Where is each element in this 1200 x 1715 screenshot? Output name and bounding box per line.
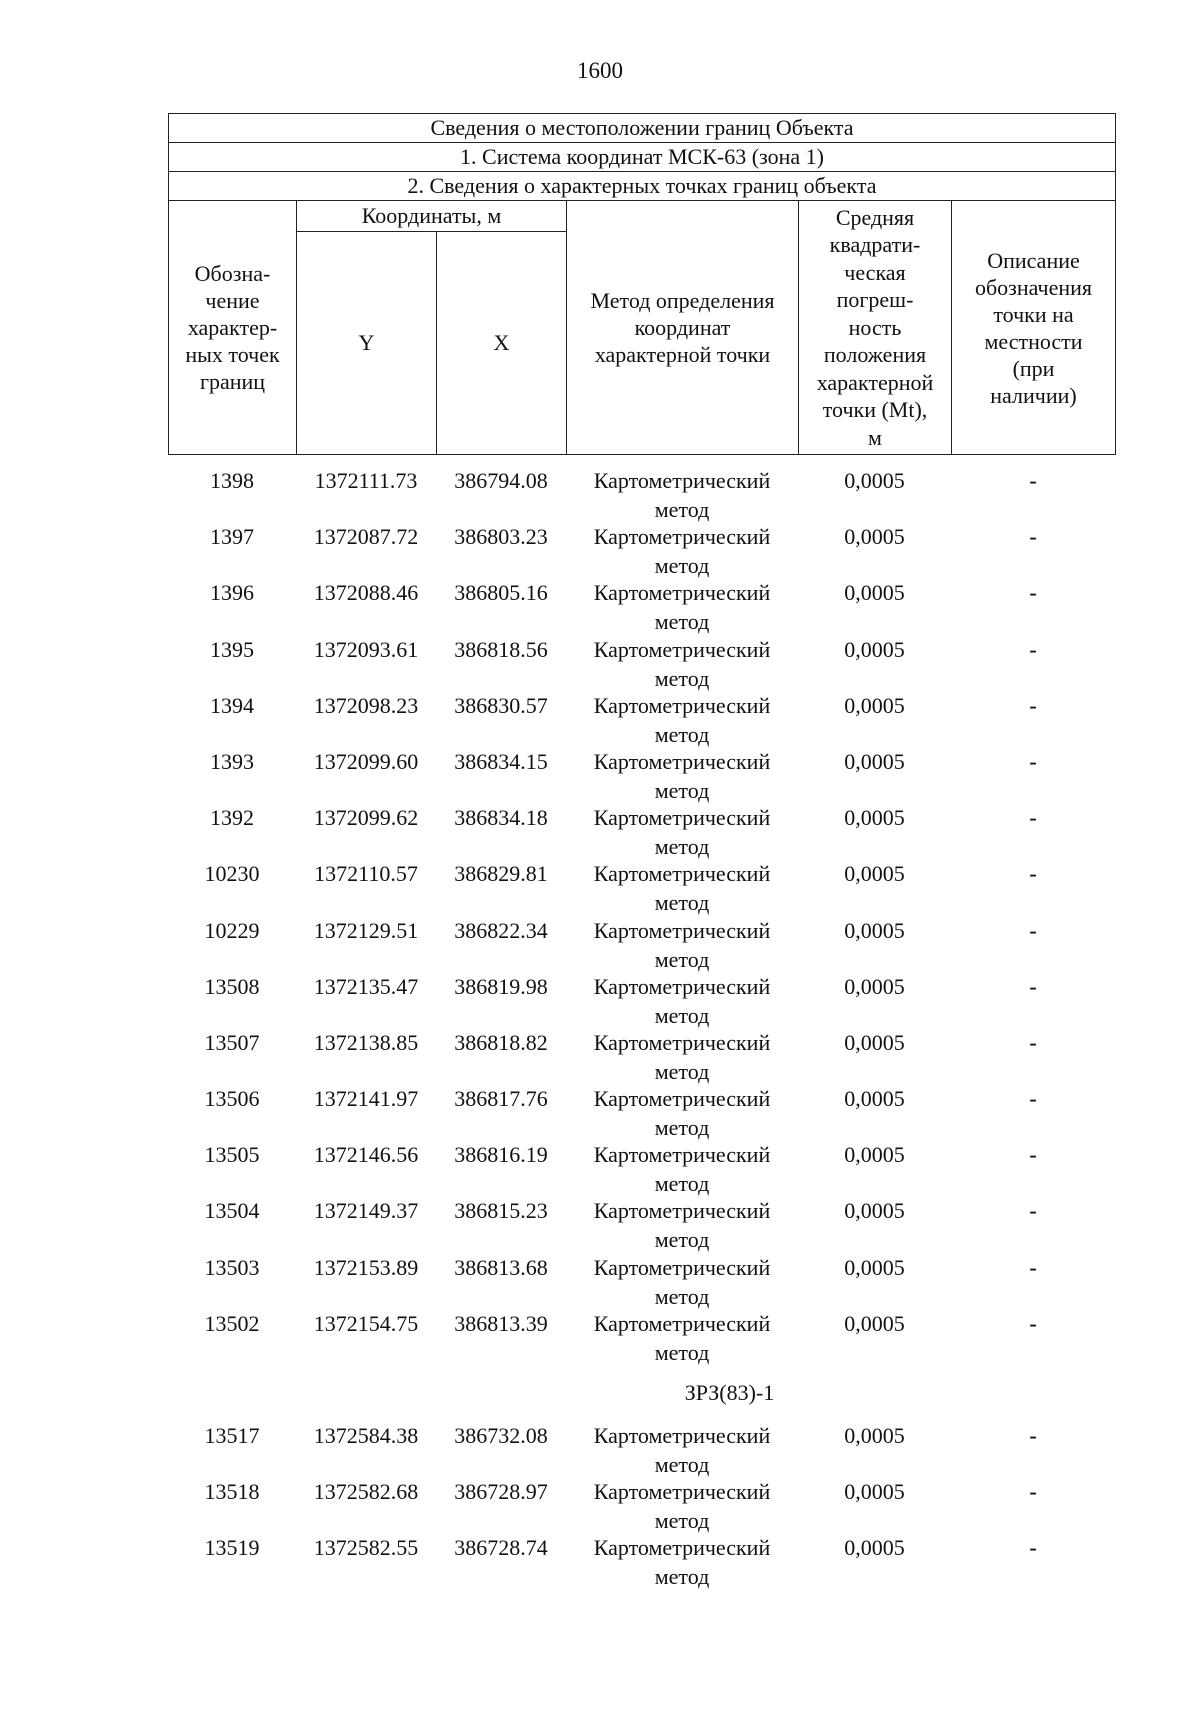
point-number: 13519	[204, 1535, 260, 1561]
point-description: -	[1029, 1254, 1037, 1280]
coord-x: 386813.68	[454, 1254, 548, 1280]
coord-x: 386815.23	[454, 1198, 548, 1224]
point-number: 13517	[204, 1423, 260, 1448]
mean-error: 0,0005	[844, 917, 905, 943]
coord-x: 386794.08	[454, 468, 548, 493]
point-number: 1393	[210, 748, 254, 774]
coord-y: 1372146.56	[313, 1142, 419, 1168]
col-method: Метод определения координат характерной точки	[567, 201, 799, 455]
table-row	[168, 859, 1115, 915]
mean-error: 0,0005	[844, 1029, 905, 1055]
point-number: 1395	[210, 636, 254, 662]
point-description: -	[1029, 1198, 1037, 1224]
col-y: Y	[297, 232, 437, 455]
point-description: -	[1029, 1310, 1037, 1336]
method: Картометрический метод	[593, 692, 771, 747]
coord-x: 386818.82	[454, 1029, 548, 1055]
col-x: X	[437, 232, 567, 455]
point-number: 1392	[210, 805, 254, 831]
method: Картометрический метод	[593, 1479, 771, 1534]
col-description: Описание обозначения точки на местности (при наличии)	[952, 201, 1116, 455]
mean-error: 0,0005	[844, 1310, 905, 1336]
coord-y: 1372138.85	[313, 1029, 419, 1055]
table-row	[168, 1084, 1115, 1140]
method: Картометрический метод	[593, 580, 771, 635]
coord-x: 386829.81	[454, 861, 548, 887]
col-error: Средняя квадрати- ческая погреш- ность положения характерной точки (Mt), м	[799, 201, 952, 455]
coord-y: 1372135.47	[313, 973, 419, 999]
point-number: 1394	[210, 692, 254, 718]
coord-x: 386822.34	[454, 917, 548, 943]
method: Картометрический метод	[593, 805, 771, 860]
table-title: Сведения о местоположении границ Объекта	[169, 114, 1116, 143]
table-row	[168, 1253, 1115, 1309]
point-number: 10230	[204, 861, 260, 887]
coord-y: 1372098.23	[313, 692, 419, 718]
coord-y: 1372110.57	[314, 861, 418, 887]
section-label	[168, 1365, 1115, 1421]
point-description: -	[1029, 861, 1037, 887]
point-description: -	[1029, 1535, 1037, 1561]
point-number: 13507	[204, 1029, 260, 1055]
mean-error: 0,0005	[844, 805, 905, 831]
table-row	[168, 1028, 1115, 1084]
table-row	[168, 466, 1115, 522]
table-row	[168, 1421, 1115, 1477]
table-row	[168, 747, 1115, 803]
coordinate-system-title: 1. Система координат МСК-63 (зона 1)	[169, 143, 1116, 172]
point-description: -	[1029, 1423, 1037, 1448]
coord-y: 1372141.97	[313, 1086, 419, 1112]
point-description: -	[1029, 580, 1037, 606]
point-number: 13504	[204, 1198, 260, 1224]
coord-x: 386834.18	[454, 805, 548, 831]
coord-y: 1372088.46	[313, 580, 419, 606]
table-row	[168, 1196, 1115, 1252]
coord-x: 386819.98	[454, 973, 548, 999]
point-description: -	[1029, 636, 1037, 662]
mean-error: 0,0005	[844, 636, 905, 662]
method: Картометрический метод	[593, 636, 771, 691]
table-row	[168, 916, 1115, 972]
point-number: 13518	[204, 1479, 260, 1505]
mean-error: 0,0005	[844, 861, 905, 887]
page-number: 1600	[577, 58, 623, 83]
point-description: -	[1029, 973, 1037, 999]
mean-error: 0,0005	[844, 468, 905, 493]
method: Картометрический метод	[593, 468, 771, 522]
method: Картометрический метод	[593, 524, 771, 579]
mean-error: 0,0005	[844, 1254, 905, 1280]
mean-error: 0,0005	[844, 1423, 905, 1448]
point-number: 13503	[204, 1254, 260, 1280]
coord-y: 1372129.51	[313, 917, 419, 943]
coord-y: 1372584.38	[313, 1423, 419, 1448]
coord-y: 1372111.73	[314, 468, 418, 493]
point-description: -	[1029, 805, 1037, 831]
col-coordinates: Координаты, м	[297, 201, 567, 232]
point-description: -	[1029, 1142, 1037, 1168]
point-number: 13505	[204, 1142, 260, 1168]
point-number: 1397	[210, 524, 254, 550]
mean-error: 0,0005	[844, 1086, 905, 1112]
coord-x: 386728.97	[454, 1479, 548, 1505]
section-label-text: ЗРЗ(83)-1	[684, 1380, 775, 1405]
coord-y: 1372087.72	[313, 524, 419, 550]
coord-y: 1372154.75	[313, 1310, 419, 1336]
coord-y: 1372153.89	[313, 1254, 419, 1280]
coord-x: 386816.19	[454, 1142, 548, 1168]
method: Картометрический метод	[593, 1535, 771, 1590]
coord-x: 386818.56	[454, 636, 548, 662]
coord-x: 386728.74	[454, 1535, 548, 1561]
mean-error: 0,0005	[844, 580, 905, 606]
rows-group-1	[168, 466, 1115, 1365]
table-row	[168, 1309, 1115, 1365]
mean-error: 0,0005	[844, 1535, 905, 1561]
method: Картометрический метод	[593, 748, 771, 803]
point-description: -	[1029, 468, 1037, 493]
table-row	[168, 972, 1115, 1028]
header-table	[168, 113, 1116, 455]
mean-error: 0,0005	[844, 748, 905, 774]
table-row	[168, 635, 1115, 691]
point-description: -	[1029, 1479, 1037, 1505]
coord-x: 386830.57	[454, 692, 548, 718]
coord-x: 386732.08	[454, 1423, 548, 1448]
point-number: 1398	[210, 468, 254, 493]
mean-error: 0,0005	[844, 524, 905, 550]
table-row	[168, 1140, 1115, 1196]
method: Картометрический метод	[593, 1423, 771, 1477]
table-row	[168, 1477, 1115, 1533]
method: Картометрический метод	[593, 1142, 771, 1197]
col-designation: Обозна- чение характер- ных точек границ	[169, 201, 297, 455]
table-row	[168, 578, 1115, 634]
table-row	[168, 1533, 1115, 1589]
point-number: 13506	[204, 1086, 260, 1112]
mean-error: 0,0005	[844, 973, 905, 999]
method: Картометрический метод	[593, 1198, 771, 1253]
method: Картометрический метод	[593, 861, 771, 916]
mean-error: 0,0005	[844, 1198, 905, 1224]
point-description: -	[1029, 1029, 1037, 1055]
point-number: 10229	[204, 917, 260, 943]
point-number: 13508	[204, 973, 260, 999]
table-row	[168, 803, 1115, 859]
mean-error: 0,0005	[844, 692, 905, 718]
method: Картометрический метод	[593, 1310, 771, 1365]
rows-group-2	[168, 1421, 1115, 1590]
mean-error: 0,0005	[844, 1142, 905, 1168]
points-section-title: 2. Сведения о характерных точках границ объекта	[169, 172, 1116, 201]
method: Картометрический метод	[593, 973, 771, 1028]
coord-x: 386813.39	[454, 1310, 548, 1336]
method: Картометрический метод	[593, 1254, 771, 1309]
point-number: 1396	[210, 580, 254, 606]
point-number: 13502	[204, 1310, 260, 1336]
coord-y: 1372099.60	[313, 748, 419, 774]
coord-y: 1372093.61	[313, 636, 419, 662]
coord-y: 1372099.62	[313, 805, 419, 831]
table-row	[168, 522, 1115, 578]
table-row	[168, 691, 1115, 747]
coord-y: 1372582.55	[313, 1535, 419, 1561]
coord-y: 1372149.37	[313, 1198, 419, 1224]
coord-x: 386805.16	[454, 580, 548, 606]
table-body	[168, 466, 1115, 1590]
mean-error: 0,0005	[844, 1479, 905, 1505]
coord-x: 386803.23	[454, 524, 548, 550]
coord-y: 1372582.68	[313, 1479, 419, 1505]
point-description: -	[1029, 917, 1037, 943]
method: Картометрический метод	[593, 1029, 771, 1084]
method: Картометрический метод	[593, 917, 771, 972]
point-description: -	[1029, 1086, 1037, 1112]
coord-x: 386817.76	[454, 1086, 548, 1112]
point-description: -	[1029, 524, 1037, 550]
coord-x: 386834.15	[454, 748, 548, 774]
method: Картометрический метод	[593, 1086, 771, 1141]
point-description: -	[1029, 692, 1037, 718]
point-description: -	[1029, 748, 1037, 774]
